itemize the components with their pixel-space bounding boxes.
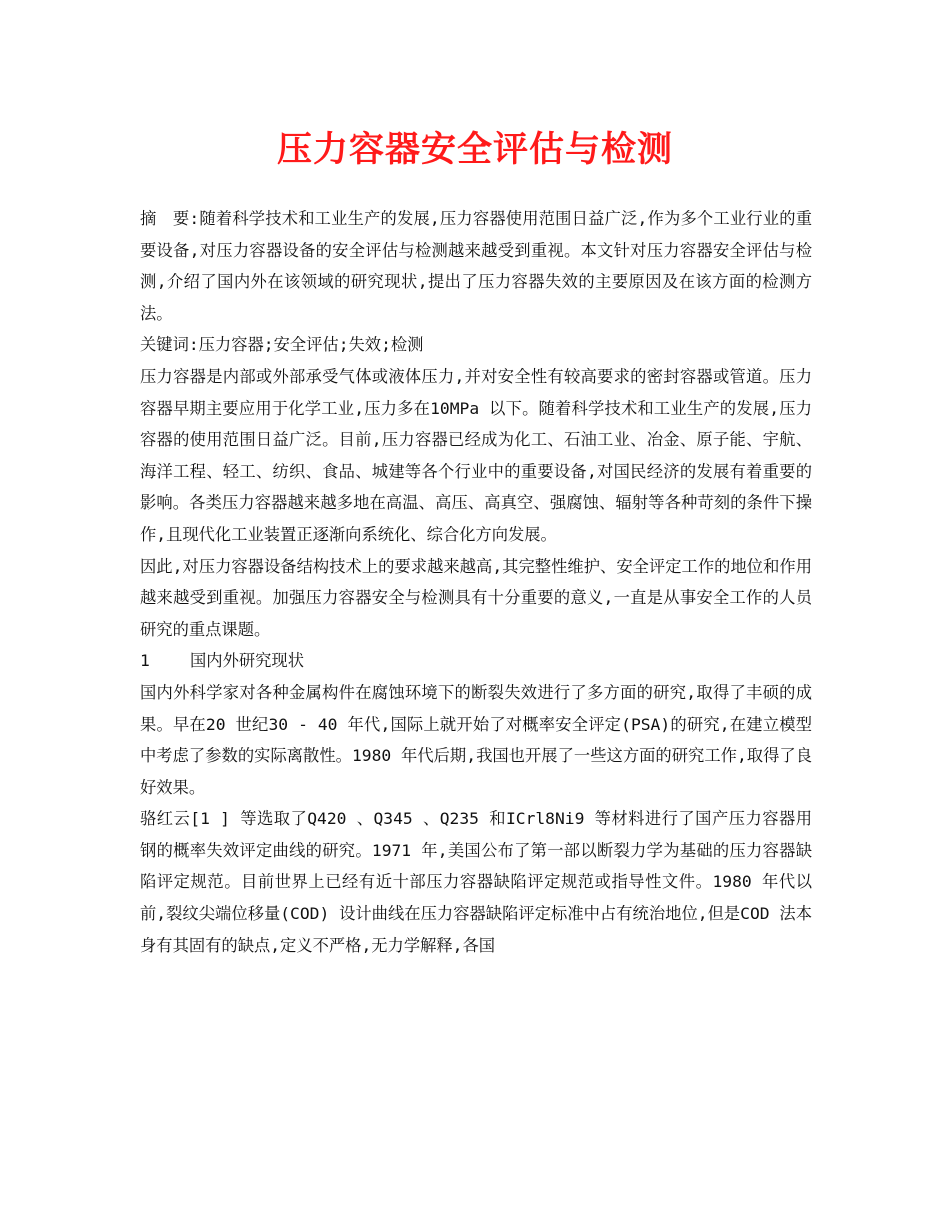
body-paragraph-4: 骆红云[1 ] 等选取了Q420 、Q345 、Q235 和ICrl8Ni9 等材料进行了国产压力容器用钢的概率失效评定曲线的研究。1971 年,美国公布了第一部以断裂力学为基础的压力容器缺陷评定规范。目前世界上已经有近十部压力容器缺陷评定规范或指导性文件。1980 年代以前,裂纹尖端位移量(COD) 设计曲线在压力容器缺陷评定标准中占有统治地位,但是COD 法本身有其固有的缺点,定义不严格,无力学解释,各国: [140, 809, 812, 955]
abstract-label: 摘 要:: [140, 209, 200, 228]
body-paragraph-1: 压力容器是内部或外部承受气体或液体压力,并对安全性有较高要求的密封容器或管道。压力容器早期主要应用于化学工业,压力多在10MPa 以下。随着科学技术和工业生产的发展,压力容器的使用范围日益广泛。目前,压力容器已经成为化工、石油工业、冶金、原子能、宇航、海洋工程、轻工、纺织、食品、城建等各个行业中的重要设备,对国民经济的发展有着重要的影响。各类压力容器越来越多地在高温、高压、高真空、强腐蚀、辐射等各种苛刻的条件下操作,且现代化工业装置正逐渐向系统化、综合化方向发展。: [140, 366, 812, 544]
body-paragraph-2: 因此,对压力容器设备结构技术上的要求越来越高,其完整性维护、安全评定工作的地位和作用越来越受到重视。加强压力容器安全与检测具有十分重要的意义,一直是从事安全工作的人员研究的重点课题。: [140, 556, 812, 639]
abstract-text: 随着科学技术和工业生产的发展,压力容器使用范围日益广泛,作为多个工业行业的重要设备,对压力容器设备的安全评估与检测越来越受到重视。本文针对压力容器安全评估与检测,介绍了国内外在该领域的研究现状,提出了压力容器失效的主要原因及在该方面的检测方法。: [140, 209, 812, 323]
document-body: [140, 203, 812, 961]
body-paragraph-3: 国内外科学家对各种金属构件在腐蚀环境下的断裂失效进行了多方面的研究,取得了丰硕的成果。早在20 世纪30 - 40 年代,国际上就开始了对概率安全评定(PSA)的研究,在建立模型中考虑了参数的实际离散性。1980 年代后期,我国也开展了一些这方面的研究工作,取得了良好效果。: [140, 682, 812, 797]
section-number: 1: [140, 651, 150, 671]
section-title: 国内外研究现状: [190, 651, 304, 671]
document-title: 压力容器安全评估与检测: [276, 129, 673, 170]
abstract-paragraph: [140, 203, 812, 329]
keywords-line: 关键词:压力容器;安全评估;失效;检测: [140, 335, 424, 355]
section-heading-1: [140, 645, 812, 677]
